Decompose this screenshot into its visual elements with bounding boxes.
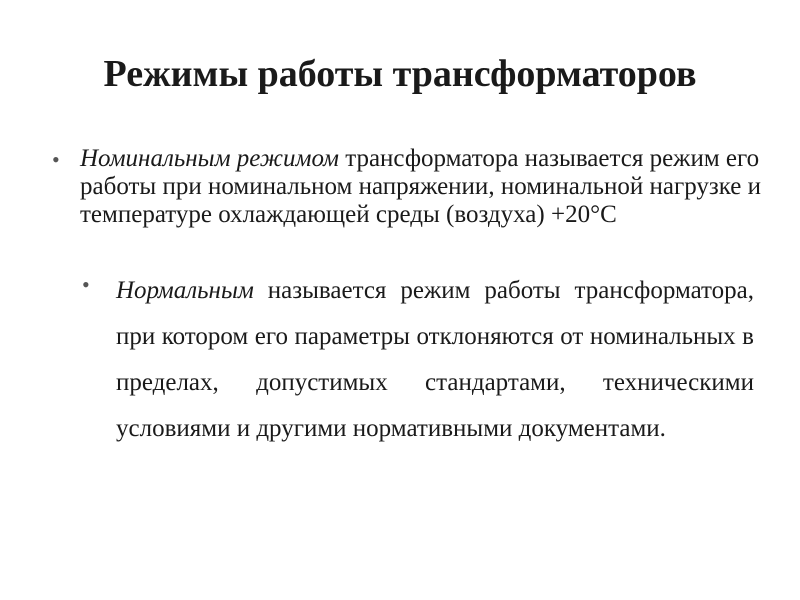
bullet-term: Нормальным (116, 277, 254, 304)
bullet-item-nominal-mode (52, 145, 772, 229)
sub-bullet-item-normal-mode (82, 268, 754, 452)
bullet-text (116, 268, 754, 452)
bullet-marker: • (82, 272, 90, 297)
bullet-term: Номинальным режимом (80, 145, 339, 172)
bullet-definition: называется режим работы трансформатора, при котором его параметры отклоняются от номинальных в пределах, допустимых стандартами, техническими условиями и другими нормативными документами. (116, 277, 754, 442)
slide-title: Режимы работы трансформаторов (103, 53, 697, 95)
bullet-definition: трансформатора называется режим его работы при номинальном напряжении, номинальной нагрузке и температуре охлаждающей среды (воздуха) +20°С (80, 145, 762, 228)
bullet-marker: • (52, 147, 60, 172)
bullet-text (80, 145, 772, 229)
